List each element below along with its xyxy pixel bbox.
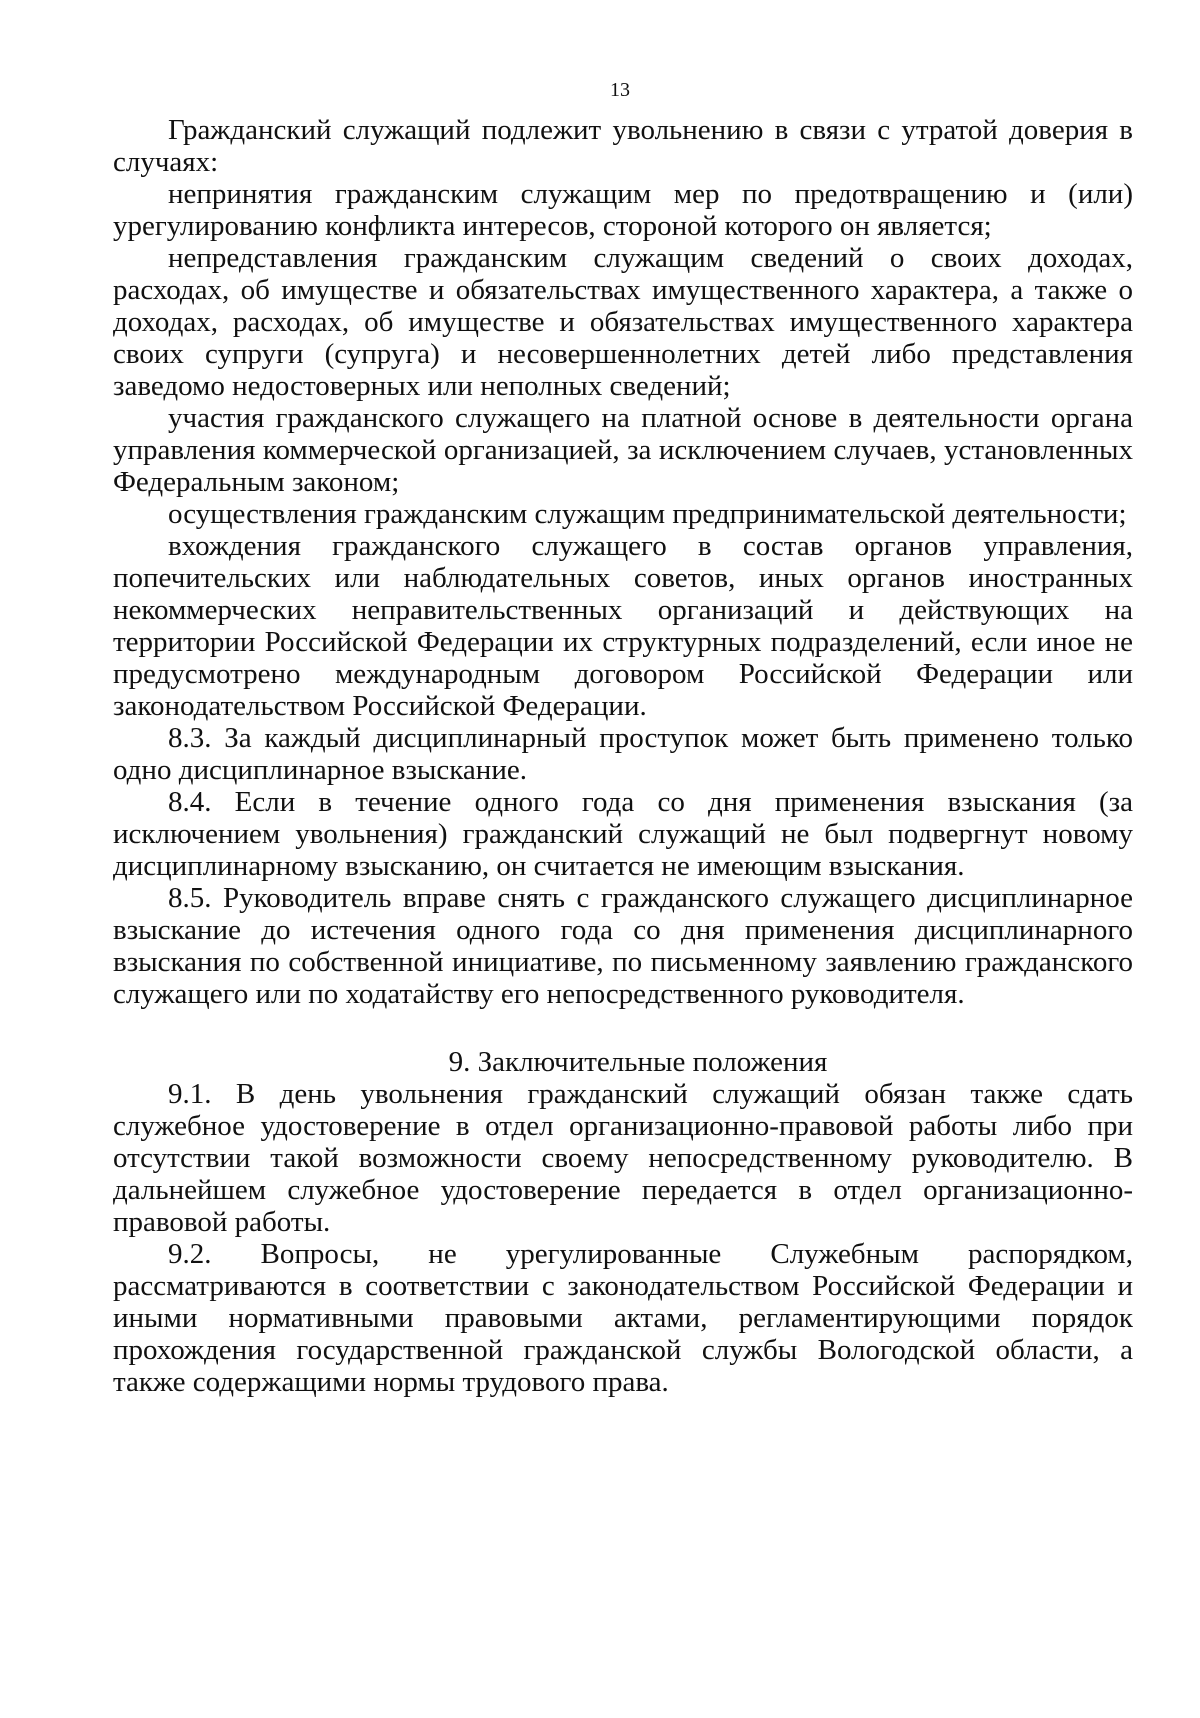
paragraph-foreign-organizations: вхождения гражданского служащего в состав органов управления, попечительских или наблюдательных советов, иных органов иностранных некоммерческих неправительственных организаций и действующих на территории Российской Федерации их структурных подразделений, если иное не предусмотрено международным договором Российской Федерации или законодательством Российской Федерации. [113, 530, 1133, 722]
document-body [113, 114, 1133, 1398]
paragraph-entrepreneurship: осуществления гражданским служащим предпринимательской деятельности; [168, 498, 1127, 530]
paragraph-9-2: 9.2. Вопросы, не урегулированные Служебным распорядком, рассматриваются в соответствии с законодательством Российской Федерации и иными нормативными правовыми актами, регламентирующими порядок прохождения государственной гражданской службы Вологодской области, а также содержащими нормы трудового права. [113, 1238, 1133, 1398]
paragraph-conflict-of-interest: непринятия гражданским служащим мер по предотвращению и (или) урегулированию конфликта интересов, стороной которого он является; [113, 178, 1133, 242]
paragraph-8-5: 8.5. Руководитель вправе снять с гражданского служащего дисциплинарное взыскание до истечения одного года со дня применения дисциплинарного взыскания по собственной инициативе, по письменному заявлению гражданского служащего или по ходатайству его непосредственного руководителя. [113, 882, 1133, 1010]
paragraph-8-4: 8.4. Если в течение одного года со дня применения взыскания (за исключением увольнения) гражданский служащий не был подвергнут новому дисциплинарному взысканию, он считается не имеющим взыскания. [113, 786, 1133, 882]
paragraph-8-3: 8.3. За каждый дисциплинарный проступок может быть применено только одно дисциплинарное взыскание. [113, 722, 1133, 786]
paragraph-9-1: 9.1. В день увольнения гражданский служащий обязан также сдать служебное удостоверение в отдел организационно-правовой работы либо при отсутствии такой возможности своему непосредственному руководителю. В дальнейшем служебное удостоверение передается в отдел организационно-правовой работы. [113, 1078, 1133, 1238]
page-number: 13 [610, 79, 630, 101]
paragraph-commercial-participation: участия гражданского служащего на платной основе в деятельности органа управления коммерческой организацией, за исключением случаев, установленных Федеральным законом; [113, 402, 1133, 498]
section-heading-final-provisions: 9. Заключительные положения [448, 1046, 828, 1078]
paragraph-income-disclosure: непредставления гражданским служащим сведений о своих доходах, расходах, об имуществе и обязательствах имущественного характера, а также о доходах, расходах, об имуществе и обязательствах имущественного характера своих супруги (супруга) и несовершеннолетних детей либо представления заведомо недостоверных или неполных сведений; [113, 242, 1133, 402]
paragraph-dismissal-intro: Гражданский служащий подлежит увольнению в связи с утратой доверия в случаях: [113, 114, 1133, 178]
